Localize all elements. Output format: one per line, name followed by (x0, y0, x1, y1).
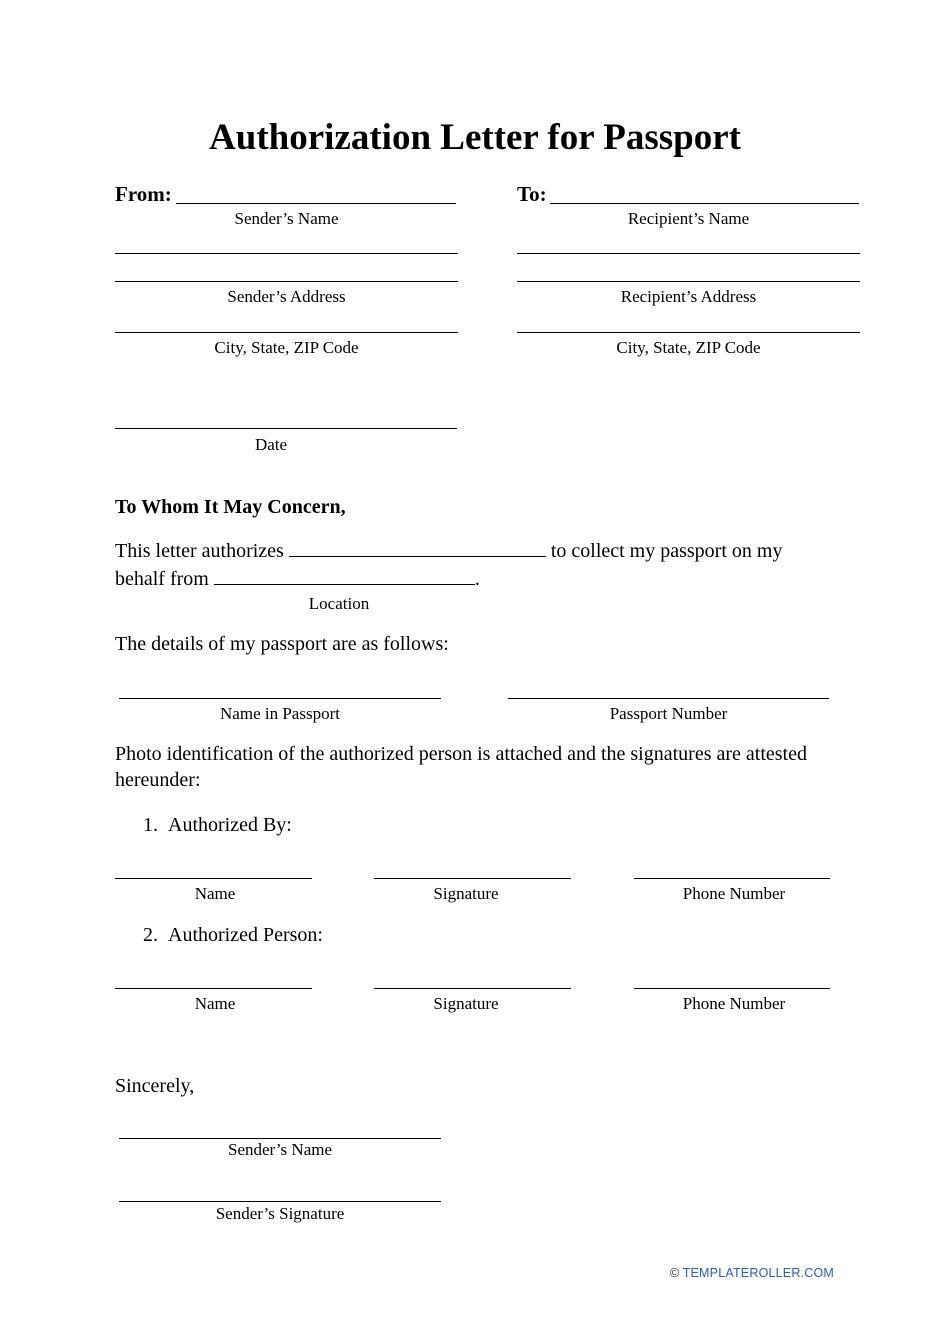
date-field[interactable] (115, 428, 457, 429)
signatory-2-label: Authorized Person: (168, 924, 323, 946)
recipient-address-caption: Recipient’s Address (620, 287, 757, 306)
sender-address-caption: Sender’s Address (227, 287, 346, 306)
signatory-1-label: Authorized By: (168, 814, 292, 836)
recipient-name-field[interactable] (550, 203, 859, 204)
sender-address-field-2[interactable] (115, 281, 458, 282)
signatory-1-number: 1. (143, 814, 158, 836)
sender-name-field[interactable] (176, 203, 456, 204)
recipient-city-field[interactable] (517, 332, 860, 333)
authorizes-prefix: This letter authorizes (115, 540, 284, 562)
authorizes-suffix: to collect my passport on my (550, 540, 783, 562)
page-title: Authorization Letter for Passport (209, 117, 741, 158)
closing-sender-name-caption: Sender’s Name (227, 1140, 333, 1159)
photo-statement: Photo identification of the authorized person is attached and the signatures are attested hereunder: (115, 743, 807, 791)
copyright-symbol: © (669, 1266, 680, 1280)
location-field[interactable] (214, 566, 475, 585)
signatory-2-phone-caption: Phone Number (682, 994, 786, 1013)
sender-city-caption: City, State, ZIP Code (214, 338, 359, 357)
signatory-2-number: 2. (143, 924, 158, 946)
recipient-city-caption: City, State, ZIP Code (616, 338, 761, 357)
signatory-1-phone-caption: Phone Number (682, 884, 786, 903)
sincerely: Sincerely, (115, 1075, 195, 1097)
sender-address-field-1[interactable] (115, 253, 458, 254)
sender-city-field[interactable] (115, 332, 458, 333)
sender-name-caption: Sender’s Name (234, 209, 339, 228)
location-caption: Location (308, 594, 370, 613)
signatory-2-name-caption: Name (194, 994, 236, 1013)
closing-sender-signature-caption: Sender’s Signature (215, 1204, 345, 1223)
authorized-person-field[interactable] (289, 538, 546, 557)
name-in-passport-field[interactable] (119, 698, 441, 699)
footer-brand-link[interactable]: TEMPLATEROLLER.COM (682, 1266, 834, 1280)
passport-number-caption: Passport Number (609, 704, 728, 723)
authorizes-line (115, 538, 782, 564)
signatory-1-name-field[interactable] (115, 878, 312, 879)
passport-number-field[interactable] (508, 698, 829, 699)
closing-sender-name-field[interactable] (119, 1138, 441, 1139)
signatory-2-signature-caption: Signature (433, 994, 499, 1013)
signatory-2-name-field[interactable] (115, 988, 312, 989)
details-intro: The details of my passport are as follows: (115, 633, 449, 655)
signatory-1-heading (143, 812, 292, 838)
signatory-2-heading (143, 922, 323, 948)
behalf-prefix: behalf from (115, 568, 209, 590)
behalf-suffix: . (474, 568, 480, 590)
recipient-name-caption: Recipient’s Name (627, 209, 750, 228)
to-label: To: (517, 182, 547, 206)
name-in-passport-caption: Name in Passport (220, 704, 340, 723)
behalf-line (115, 566, 480, 592)
signatory-2-phone-field[interactable] (634, 988, 830, 989)
closing-sender-signature-field[interactable] (119, 1201, 441, 1202)
salutation: To Whom It May Concern, (115, 496, 346, 518)
recipient-address-field-2[interactable] (517, 281, 860, 282)
signatory-2-signature-field[interactable] (374, 988, 571, 989)
signatory-1-signature-field[interactable] (374, 878, 571, 879)
signatory-1-name-caption: Name (194, 884, 236, 903)
date-caption: Date (254, 435, 288, 454)
footer-credit[interactable] (670, 1266, 834, 1280)
from-label: From: (115, 182, 172, 206)
recipient-address-field-1[interactable] (517, 253, 860, 254)
signatory-1-phone-field[interactable] (634, 878, 830, 879)
signatory-1-signature-caption: Signature (433, 884, 499, 903)
